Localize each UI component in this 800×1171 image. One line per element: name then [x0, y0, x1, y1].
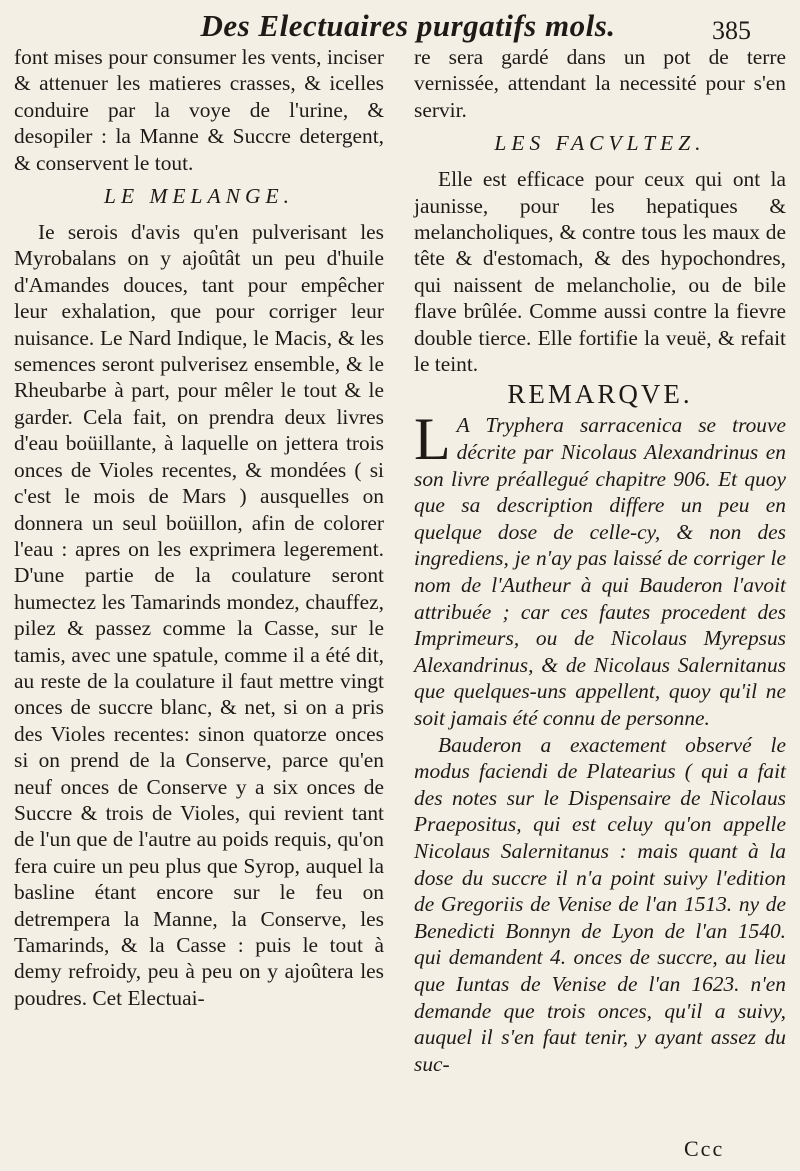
right-column: [414, 44, 786, 1077]
page-number: 385: [712, 16, 751, 45]
running-title: Des Electuaires purgatifs mols.: [200, 8, 616, 43]
remarque-paragraph-2: Bauderon a exactement observé le modus faciendi de Platearius ( qui a fait des notes sur le Dispensaire de Nicolaus Praepositus, qui est celuy qu'on appelle Nicolaus Salernitanus : mais quant à la dose du succre il n'a point suivy l'edition de Gregoriis de Venise de l'an 1513. ny de Benedicti Bonnyn de Lyon de l'an 1540. qui demandent 4. onces de succre, au lieu que Iuntas de Venise de l'an 1623. n'en demande que trois onces, qu'il a suivy, auquel il s'en faut tenir, y ayant assez du suc-: [414, 732, 786, 1076]
left-paragraph-2: Ie serois d'avis qu'en pulverisant les Myrobalans on y ajoûtât un peu d'huile d'Amandes douces, tant pour empêcher leur exhalation, que pour corriger leur nuisance. Le Nard Indique, le Macis, & les semences seront pulverisez ensemble, & le Rheubarbe à part, pour mêler le tout & le garder. Cela fait, on prendra deux livres d'eau boüillante, à laquelle on jettera trois onces de Violes recentes, & mondées ( si c'est le mois de Mars ) ausquelles on donnera un seul boüillon, afin de colorer l'eau : apres on les exprimera legerement. D'une partie de la coulature seront humectez les Tamarinds mondez, chauffez, pilez & passez comme la Casse, sur le tamis, avec une spatule, comme il a été dit, au reste de la coulature il faut mettre vingt onces de succre blanc, & net, si on a pris des Violes recentes: sinon quatorze onces si on prend de la Conserve, parce qu'en neuf onces de Conserve y a six onces de Succre & trois de Violes, qui revient tant de l'un que de l'autre au poids requis, qu'on fera cuire un peu plus que Syrop, auquel la basline étant encore sur le feu on detrempera la Manne, la Conserve, les Tamarinds, & la Casse : puis le tout à demy refroidy, peu à peu on y ajoûtera les poudres. Cet Electuai-: [14, 220, 384, 1010]
signature-mark: Ccc: [684, 1136, 725, 1161]
drop-cap: L: [414, 406, 451, 473]
left-paragraph-1: font mises pour consumer les vents, inciser & attenuer les matieres crasses, & icelles conduire par la voye de l'urine, & desopiler : la Manne & Succre detergent, & conservent le tout.: [14, 45, 384, 175]
section-heading-melange: LE MELANGE.: [104, 184, 294, 209]
left-column: [14, 44, 384, 1011]
section-heading-facultez: LES FACVLTEZ.: [494, 131, 706, 156]
remarque-paragraph-1: [414, 406, 786, 731]
remarque-text-1: A Tryphera sarracenica se trouve décrite par Nicolaus Alexandrinus en son livre préallegué chapitre 906. Et quoy que sa description differe un peu en quelque dose de celle-cy, & non des ingrediens, je n'ay pas laissé de corriger le nom de l'Autheur à qui Bauderon l'avoit attribuée ; car ces fautes procedent des Imprimeurs, ou de Nicolaus Myrepsus Alexandrinus, & de Nicolaus Salernitanus que quelques-uns appellent, quoy qu'il ne soit jamais été connu de personne.: [414, 413, 786, 730]
remarque-heading: REMARQVE.: [507, 379, 693, 410]
right-paragraph-2: Elle est efficace pour ceux qui ont la jaunisse, pour les hepatiques & melancholiques, & contre tous les maux de tête & d'estomach, & des hypochondres, qui naissent de melancholie, ou de bile flave brûlée. Comme aussi contre la fievre double tierce. Elle fortifie la veuë, & refait le teint.: [414, 167, 786, 377]
right-paragraph-1: re sera gardé dans un pot de terre vernissée, attendant la necessité pour s'en servir.: [414, 45, 786, 122]
